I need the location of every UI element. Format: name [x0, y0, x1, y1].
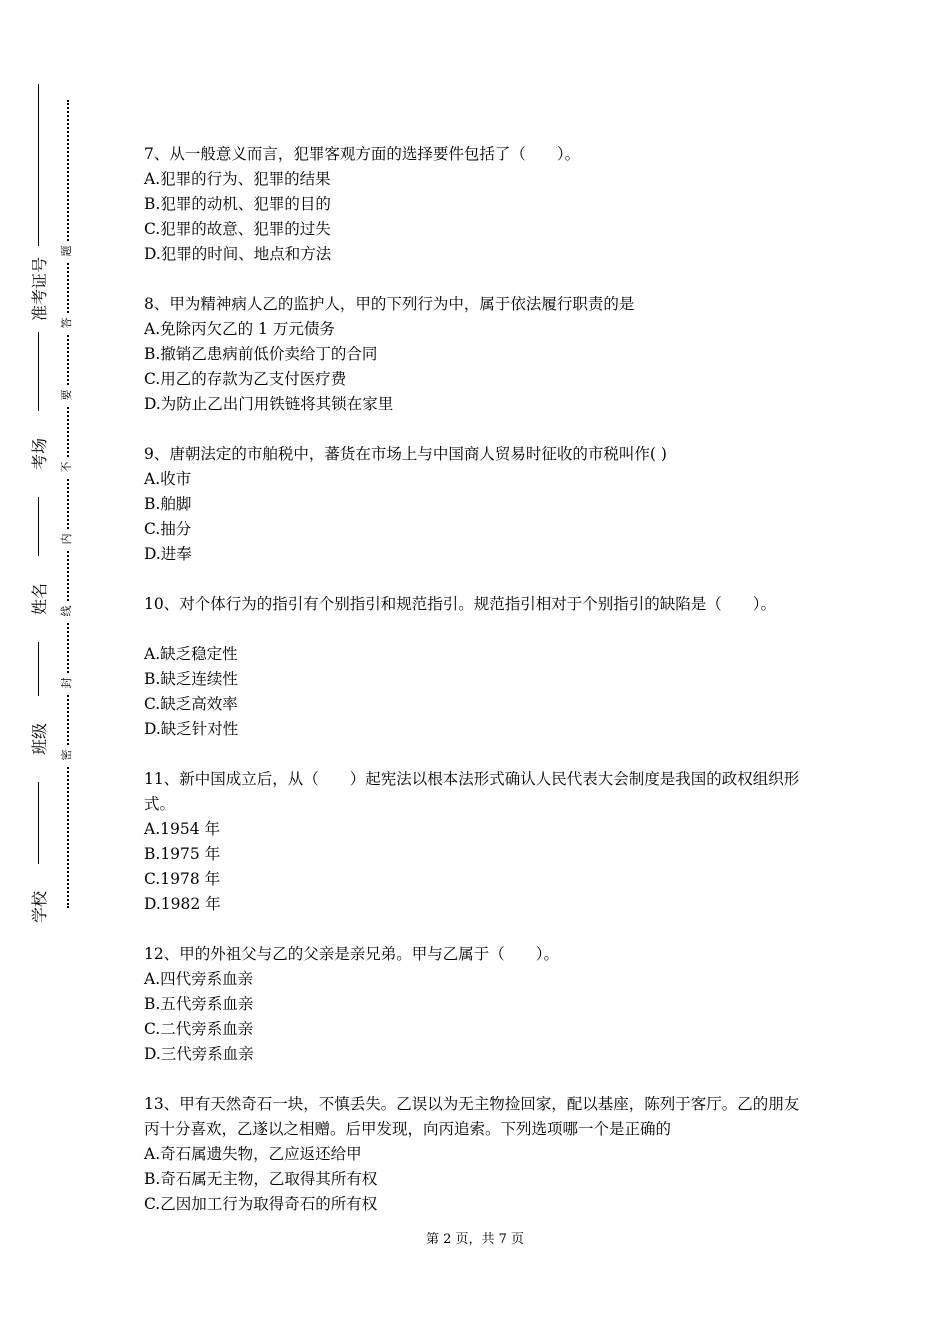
option-d: D.1982 年 — [144, 895, 221, 913]
question-9 — [144, 442, 834, 567]
option-a: A.四代旁系血亲 — [144, 970, 254, 988]
seal-char: 密 — [60, 745, 74, 765]
label-name: 姓名 — [31, 556, 49, 642]
seal-char: 线 — [60, 601, 74, 621]
option-b: B.五代旁系血亲 — [144, 995, 254, 1013]
option-b: B.犯罪的动机、犯罪的目的 — [144, 195, 331, 213]
option-b: B.撤销乙患病前低价卖给丁的合同 — [144, 345, 378, 363]
seal-char: 题 — [60, 241, 74, 261]
option-c: C.抽分 — [144, 520, 192, 538]
seal-char: 答 — [60, 313, 74, 333]
option-c: C.用乙的存款为乙支付医疗费 — [144, 370, 347, 388]
option-c: C.缺乏高效率 — [144, 695, 238, 713]
question-stem: 13、甲有天然奇石一块，不慎丢失。乙误以为无主物捡回家，配以基座，陈列于客厅。乙的朋友丙十分喜欢，乙遂以之相赠。后甲发现，向丙追索。下列选项哪一个是正确的 — [144, 1095, 800, 1138]
question-stem: 9、唐朝法定的市舶税中，蕃货在市场上与中国商人贸易时征收的市税叫作( ) — [144, 445, 667, 463]
option-d: D.三代旁系血亲 — [144, 1045, 254, 1063]
option-b: B.缺乏连续性 — [144, 670, 238, 688]
blank-gap — [144, 617, 834, 642]
option-d: D.进奉 — [144, 545, 192, 563]
option-a: A.1954 年 — [144, 820, 220, 838]
question-stem: 8、甲为精神病人乙的监护人，甲的下列行为中，属于依法履行职责的是 — [144, 295, 635, 313]
option-c: C.犯罪的故意、犯罪的过失 — [144, 220, 331, 238]
question-10 — [144, 592, 834, 742]
question-7 — [144, 142, 834, 267]
option-c: C.二代旁系血亲 — [144, 1020, 254, 1038]
binding-solid-line — [38, 84, 39, 924]
seal-char: 内 — [60, 529, 74, 549]
option-a: A.奇石属遗失物，乙应返还给甲 — [144, 1145, 362, 1163]
label-class: 班级 — [31, 696, 49, 782]
seal-char: 不 — [60, 457, 74, 477]
question-stem: 11、新中国成立后，从（ ）起宪法以根本法形式确认人民代表大会制度是我国的政权组织形式。 — [144, 770, 800, 813]
question-stem: 10、对个体行为的指引有个别指引和规范指引。规范指引相对于个别指引的缺陷是（ ）。 — [144, 595, 776, 613]
option-b: B.舶脚 — [144, 495, 192, 513]
seal-char: 要 — [60, 385, 74, 405]
question-stem: 7、从一般意义而言，犯罪客观方面的选择要件包括了（ ）。 — [144, 145, 581, 163]
question-12 — [144, 942, 834, 1067]
option-d: D.缺乏针对性 — [144, 720, 239, 738]
binding-dotted-line — [67, 100, 69, 908]
question-stem: 12、甲的外祖父与乙的父亲是亲兄弟。甲与乙属于（ ）。 — [144, 945, 559, 963]
binding-margin — [0, 0, 90, 1344]
option-a: A.犯罪的行为、犯罪的结果 — [144, 170, 331, 188]
label-exam-room: 考场 — [31, 411, 49, 497]
seal-char: 封 — [60, 673, 74, 693]
option-b: B.1975 年 — [144, 845, 221, 863]
page-footer: 第 2 页，共 7 页 — [425, 1232, 525, 1247]
option-d: D.犯罪的时间、地点和方法 — [144, 245, 332, 263]
option-c: C.1978 年 — [144, 870, 221, 888]
option-b: B.奇石属无主物，乙取得其所有权 — [144, 1170, 378, 1188]
option-c: C.乙因加工行为取得奇石的所有权 — [144, 1195, 378, 1213]
question-8 — [144, 292, 834, 417]
label-exam-number: 准考证号 — [31, 246, 49, 332]
option-a: A.收市 — [144, 470, 192, 488]
question-13 — [144, 1092, 834, 1217]
question-list — [144, 142, 834, 1242]
option-d: D.为防止乙出门用铁链将其锁在家里 — [144, 395, 394, 413]
question-11 — [144, 767, 834, 917]
label-school: 学校 — [31, 864, 49, 950]
option-a: A.免除丙欠乙的 1 万元债务 — [144, 320, 335, 338]
option-a: A.缺乏稳定性 — [144, 645, 238, 663]
